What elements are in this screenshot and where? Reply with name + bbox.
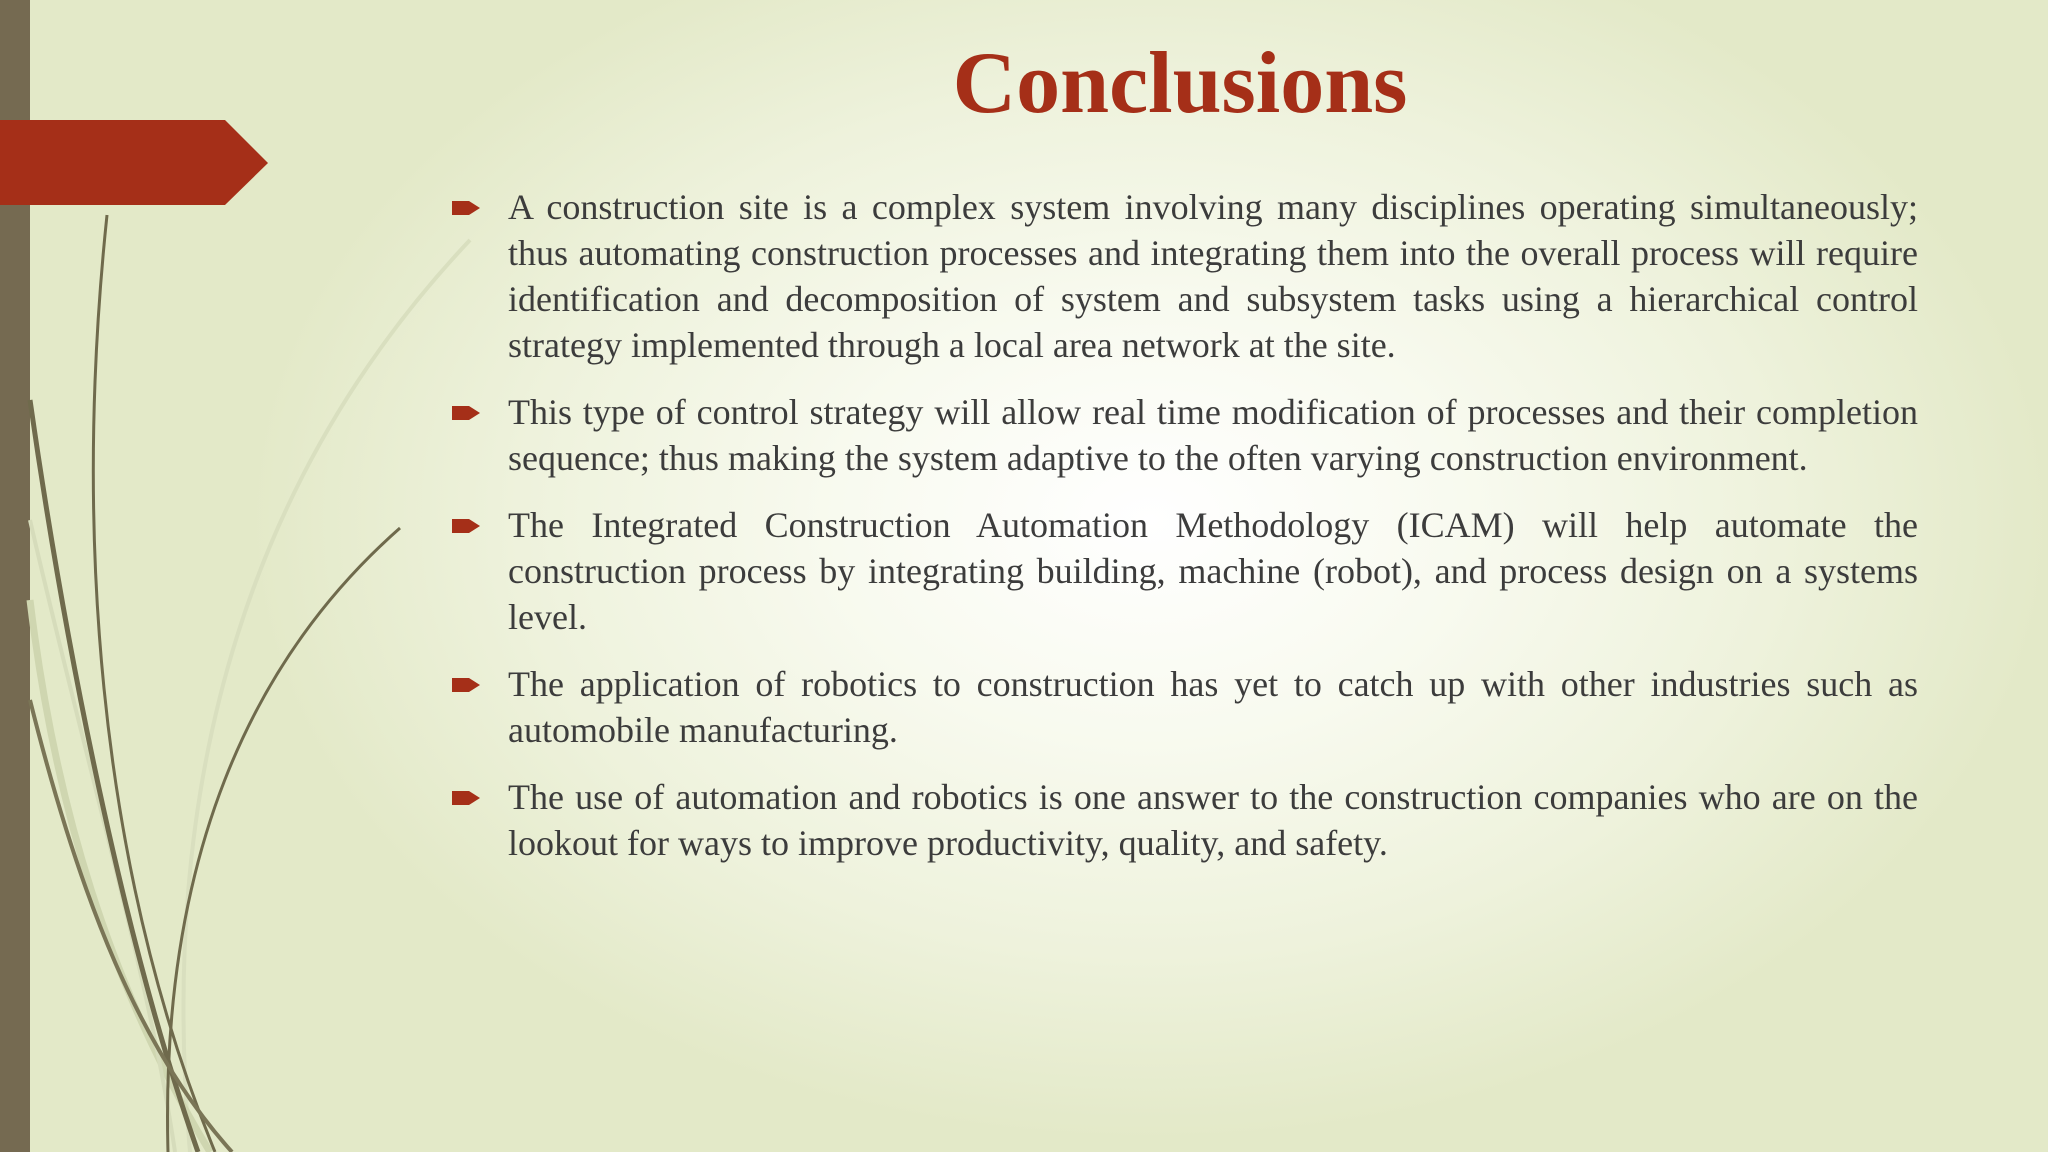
bullet-item [452,502,1918,640]
arrow-bullet-icon [452,676,482,694]
bullet-text: The application of robotics to construction has yet to catch up with other industries such as automobile manufacturing. [508,664,1918,750]
arrow-bullet-icon [452,789,482,807]
arrow-bullet-icon [452,404,482,422]
decor-curve-light-3 [30,520,175,1152]
slide-title: Conclusions [952,35,1408,132]
bullet-text: The use of automation and robotics is one answer to the construction companies who are on the lookout for ways to improve productivity, quality, and safety. [508,777,1918,863]
bullet-item [452,184,1918,368]
bullet-item [452,774,1918,866]
bullet-list [452,184,1918,887]
bullet-text: This type of control strategy will allow real time modification of processes and their completion sequence; thus making the system adaptive to the often varying construction environment. [508,392,1918,478]
arrow-bullet-icon [452,517,482,535]
bullet-item [452,389,1918,481]
bullet-text: A construction site is a complex system involving many disciplines operating simultaneously; thus automating construction processes and integrating them into the overall process will require identification and decomposition of system and subsystem tasks using a hierarchical control strategy implemented through a local area network at the site. [508,187,1918,365]
decor-curve-light-1 [183,240,470,1152]
bullet-text: The Integrated Construction Automation Methodology (ICAM) will help automate the construction process by integrating building, machine (robot), and process design on a systems level. [508,505,1918,637]
red-arrow-banner [0,120,268,205]
arrow-bullet-icon [452,199,482,217]
decor-curve-dark-3 [168,528,400,1152]
bullet-item [452,661,1918,753]
